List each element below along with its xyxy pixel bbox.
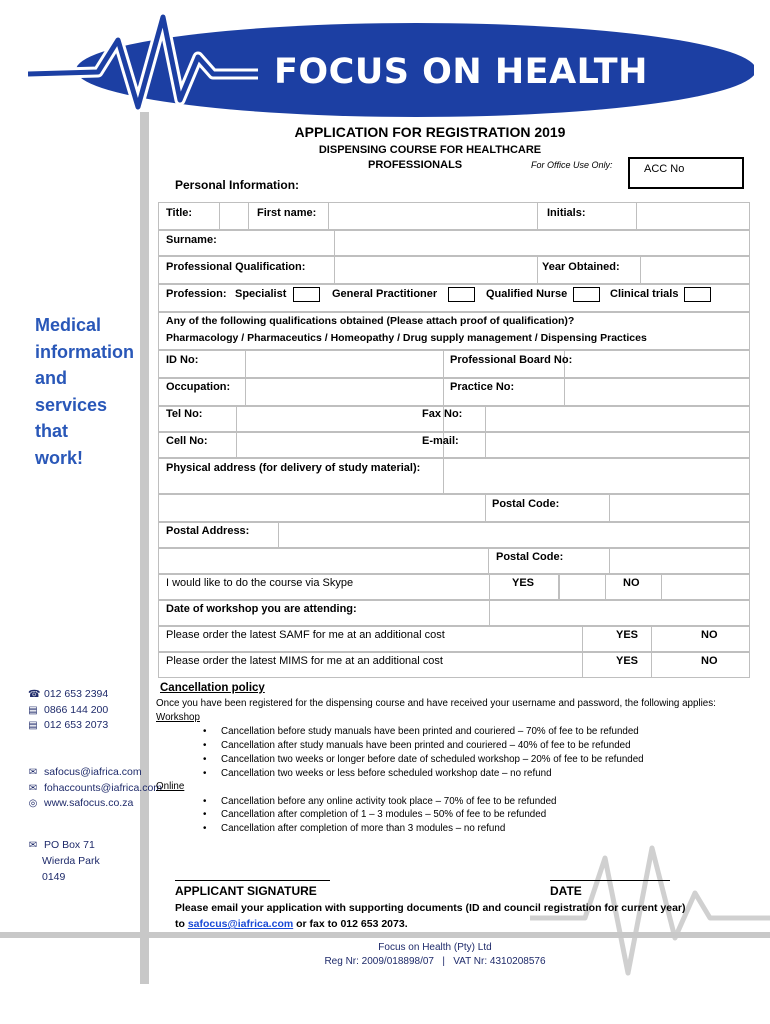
acc-no-box[interactable]: [628, 157, 744, 189]
vertical-divider: [140, 112, 149, 984]
samf-yes-label: YES: [616, 629, 639, 641]
form-subtitle: DISPENSING COURSE FOR HEALTHCARE: [318, 144, 542, 156]
first-name-input[interactable]: [328, 202, 538, 230]
skype-yes-box[interactable]: [559, 574, 606, 600]
applicant-signature-label: APPLICANT SIGNATURE: [175, 884, 317, 898]
specialist-label: Specialist: [235, 288, 287, 300]
id-label: ID No:: [166, 354, 199, 366]
workshop-rule: • Cancellation before study manuals have been printed and couriered – 70% of fee to be refunded: [221, 726, 639, 737]
contact-postbox: [28, 839, 95, 851]
tagline-line: services: [35, 394, 108, 415]
phone-icon: ☎: [28, 688, 41, 700]
fax-number: 0866 144 200: [44, 704, 109, 716]
skype-no-label: NO: [623, 577, 640, 589]
nurse-checkbox[interactable]: [573, 287, 600, 302]
nurse-label: Qualified Nurse: [486, 288, 568, 300]
section-heading: Personal Information:: [175, 178, 300, 192]
title-label: Title:: [166, 207, 193, 219]
surname-label: Surname:: [166, 234, 217, 246]
envelope-icon: ✉: [28, 782, 38, 794]
brand-name: FOCUS ON HEALTH: [274, 52, 648, 92]
submission-note: Please email your application with supporting documents (ID and council registration for current year): [175, 902, 686, 914]
email-input[interactable]: [485, 432, 750, 458]
online-rule: • Cancellation before any online activity took place – 70% of fee to be refunded: [221, 796, 557, 807]
mailbox-icon: ✉: [28, 839, 38, 851]
fax-label: Fax No:: [422, 408, 463, 420]
tagline: [35, 312, 143, 471]
physical-address-line2[interactable]: [158, 494, 486, 522]
samf-no-label: NO: [701, 629, 718, 641]
contact-email: [28, 782, 162, 794]
tel-label: Tel No:: [166, 408, 203, 420]
postal-address-input[interactable]: [278, 522, 750, 548]
cell-input[interactable]: [236, 432, 444, 458]
horizontal-divider: [0, 932, 770, 938]
skype-yes-label: YES: [512, 577, 535, 589]
tagline-line: Medical: [35, 315, 102, 335]
note-text: to: [175, 918, 188, 930]
postal-address-label: Postal Address:: [166, 525, 250, 537]
occupation-label: Occupation:: [166, 381, 231, 393]
board-no-input[interactable]: [564, 350, 750, 378]
postal-code2-input[interactable]: [609, 548, 750, 574]
workshop-rule: • Cancellation two weeks or longer before date of scheduled workshop – 20% of fee to be refunded: [221, 754, 644, 765]
note-text: or fax to 012 653 2073.: [293, 918, 408, 930]
initials-input[interactable]: [636, 202, 750, 230]
id-input[interactable]: [245, 350, 444, 378]
quals-list: Pharmacology / Pharmaceutics / Homeopathy / Drug supply management / Dispensing Practices: [166, 332, 647, 344]
email-address[interactable]: fohaccounts@iafrica.com: [44, 782, 163, 794]
submission-email-link[interactable]: safocus@iafrica.com: [187, 918, 294, 930]
tagline-line: that: [35, 421, 68, 441]
online-rule: • Cancellation after completion of 1 – 3 modules – 50% of fee to be refunded: [221, 809, 546, 820]
globe-icon: ◎: [28, 797, 38, 809]
footer-company: Focus on Health (Pty) Ltd: [378, 942, 492, 953]
tagline-line: information: [35, 341, 134, 362]
year-obtained-input[interactable]: [640, 256, 750, 284]
email-label: E-mail:: [422, 435, 459, 447]
specialist-checkbox[interactable]: [293, 287, 320, 302]
address-line: 0149: [42, 871, 66, 883]
samf-label: Please order the latest SAMF for me at an additional cost: [166, 629, 445, 641]
email-address[interactable]: safocus@iafrica.com: [44, 766, 142, 778]
contact-phone: [28, 688, 108, 700]
postal-code-label: Postal Code:: [492, 498, 560, 510]
workshop-date-label: Date of workshop you are attending:: [166, 603, 357, 615]
website-link[interactable]: www.safocus.co.za: [44, 797, 134, 809]
physical-address-input[interactable]: [443, 458, 750, 494]
occupation-input[interactable]: [245, 378, 444, 406]
qualification-input[interactable]: [334, 256, 538, 284]
policy-intro: Once you have been registered for the dispensing course and have received your username and password, the following applies:: [156, 698, 716, 709]
postal-address-line2[interactable]: [158, 548, 489, 574]
qualification-label: Professional Qualification:: [166, 261, 306, 273]
contact-fax: [28, 719, 108, 731]
contact-website: [28, 797, 133, 809]
mims-yes-label: YES: [616, 655, 639, 667]
workshop-rule: • Cancellation two weeks or less before scheduled workshop date – no refund: [221, 768, 552, 779]
header-banner: [28, 12, 754, 122]
physical-address-label: Physical address (for delivery of study material):: [166, 462, 421, 474]
date-line[interactable]: [550, 880, 670, 881]
year-obtained-label: Year Obtained:: [542, 261, 620, 273]
registration-form: [158, 200, 750, 680]
profession-label: Profession:: [166, 288, 227, 300]
fax-icon: ▤: [28, 719, 38, 731]
tagline-line: work!: [35, 447, 84, 468]
envelope-icon: ✉: [28, 766, 38, 778]
acc-no-label: ACC No: [644, 163, 685, 175]
practice-no-input[interactable]: [564, 378, 750, 406]
policy-heading: Cancellation policy: [160, 682, 265, 694]
address-line: PO Box 71: [44, 839, 95, 851]
initials-label: Initials:: [547, 207, 586, 219]
mims-label: Please order the latest MIMS for me at an additional cost: [166, 655, 443, 667]
fax-input[interactable]: [485, 406, 750, 432]
address-line: Wierda Park: [42, 855, 100, 867]
gp-label: General Practitioner: [332, 288, 438, 300]
quals-question: Any of the following qualifications obtained (Please attach proof of qualification)?: [166, 315, 575, 327]
cell-label: Cell No:: [166, 435, 208, 447]
first-name-label: First name:: [257, 207, 317, 219]
workshop-date-input[interactable]: [489, 600, 750, 626]
signature-line[interactable]: [175, 880, 330, 881]
fax-icon: ▤: [28, 704, 38, 716]
online-rule: • Cancellation after completion of more than 3 modules – no refund: [221, 823, 505, 834]
practice-no-label: Practice No:: [450, 381, 515, 393]
submission-note: [175, 918, 408, 930]
phone-number: 012 653 2394: [44, 688, 109, 700]
footer-registration: Reg Nr: 2009/018898/07 | VAT Nr: 4310208576: [324, 956, 546, 967]
tel-input[interactable]: [236, 406, 444, 432]
title-input[interactable]: [219, 202, 249, 230]
date-label: DATE: [550, 884, 582, 898]
skype-label: I would like to do the course via Skype: [166, 577, 354, 589]
online-heading: Online: [156, 781, 185, 792]
contact-email: [28, 766, 142, 778]
clinical-trials-checkbox[interactable]: [684, 287, 711, 302]
board-no-label: Professional Board No:: [450, 354, 573, 366]
clinical-trials-label: Clinical trials: [610, 288, 679, 300]
workshop-heading: Workshop: [156, 712, 200, 723]
form-title: APPLICATION FOR REGISTRATION 2019: [294, 124, 566, 140]
postal-code2-label: Postal Code:: [496, 551, 564, 563]
postal-code-input[interactable]: [609, 494, 750, 522]
workshop-rule: • Cancellation after study manuals have been printed and couriered – 40% of fee to be refunded: [221, 740, 631, 751]
contact-fax: [28, 704, 108, 716]
office-use-label: For Office Use Only:: [531, 160, 613, 170]
surname-input[interactable]: [334, 230, 750, 256]
tagline-line: and: [35, 368, 68, 388]
mims-no-label: NO: [701, 655, 718, 667]
skype-no-box[interactable]: [661, 574, 750, 600]
form-subtitle: PROFESSIONALS: [368, 159, 463, 171]
gp-checkbox[interactable]: [448, 287, 475, 302]
fax-number: 012 653 2073: [44, 719, 109, 731]
